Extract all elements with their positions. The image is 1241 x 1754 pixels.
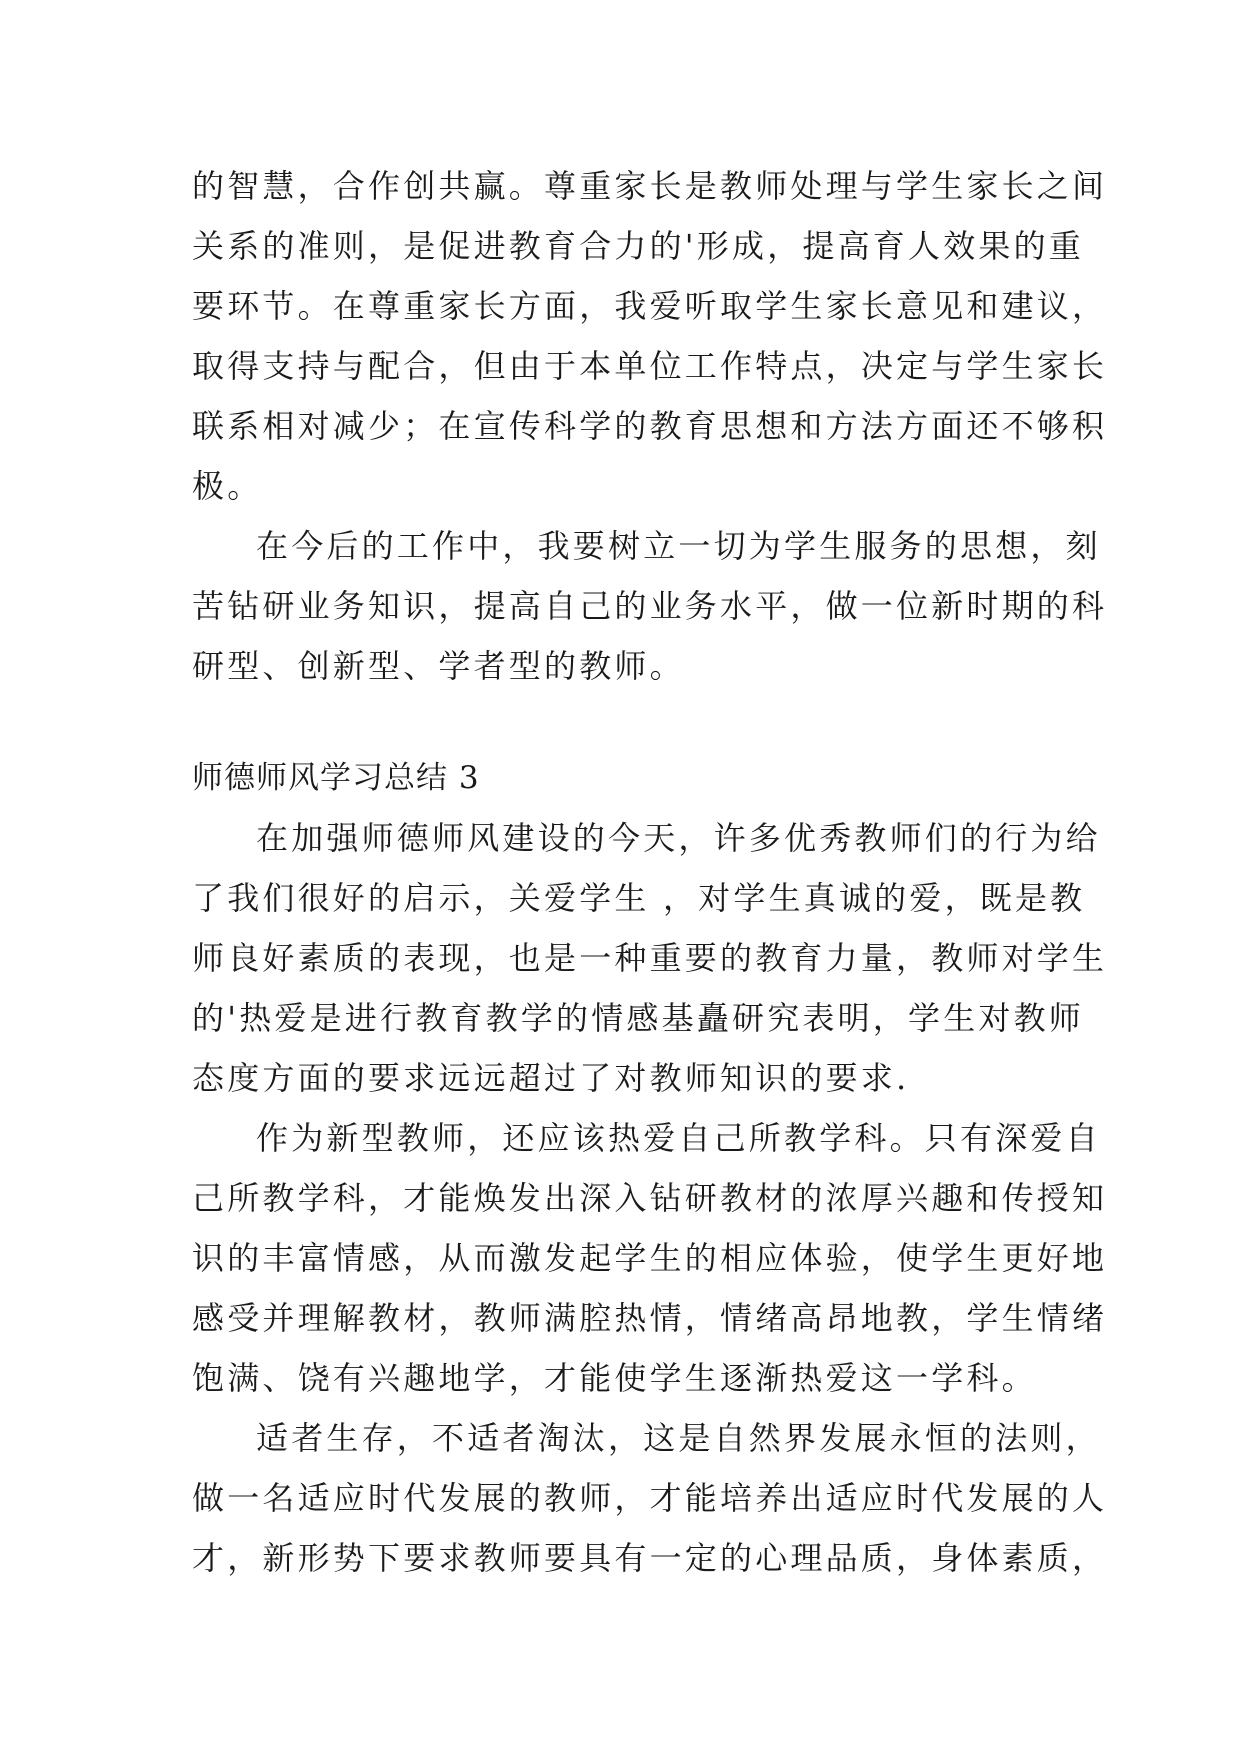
section-heading: 师德师风学习总结 3 bbox=[192, 760, 480, 796]
text-line: 才，新形势下要求教师要具有一定的心理品质，身体素质， bbox=[192, 1539, 1108, 1577]
text-line: 己所教学科，才能焕发出深入钻研教材的浓厚兴趣和传授知 bbox=[192, 1179, 1108, 1217]
section-spacer bbox=[192, 696, 1052, 748]
text-line: 要环节。在尊重家长方面，我爱听取学生家长意见和建议， bbox=[192, 287, 1108, 325]
text-line: 适者生存，不适者淘汰，这是自然界发展永恒的法则， bbox=[256, 1419, 1101, 1457]
text-line: 关系的准则，是促进教育合力的'形成，提高育人效果的重 bbox=[192, 227, 1084, 265]
text-line: 饱满、饶有兴趣地学，才能使学生逐渐热爱这一学科。 bbox=[192, 1359, 1037, 1397]
text-line: 态度方面的要求远远超过了对教师知识的要求. bbox=[192, 1059, 910, 1097]
text-line: 在加强师德师风建设的今天，许多优秀教师们的行为给 bbox=[256, 819, 1101, 857]
text-line: 苦钻研业务知识，提高自己的业务水平，做一位新时期的科 bbox=[192, 587, 1108, 625]
paragraph bbox=[192, 156, 1108, 516]
text-line: 了我们很好的启示，关爱学生 ，对学生真诚的爱，既是教 bbox=[192, 879, 1086, 917]
text-line: 的'热爱是进行教育教学的情感基矗研究表明，学生对教师 bbox=[192, 999, 1084, 1037]
paragraph bbox=[192, 1108, 1108, 1408]
text-line: 作为新型教师，还应该热爱自己所教学科。只有深爱自 bbox=[256, 1119, 1101, 1157]
text-line: 感受并理解教材，教师满腔热情，情绪高昂地教，学生情绪 bbox=[192, 1299, 1108, 1337]
text-line: 联系相对减少；在宣传科学的教育思想和方法方面还不够积 bbox=[192, 407, 1108, 445]
paragraph bbox=[192, 808, 1108, 1108]
text-line: 极。 bbox=[192, 467, 263, 505]
paragraph bbox=[192, 1408, 1108, 1588]
text-line: 研型、创新型、学者型的教师。 bbox=[192, 647, 685, 685]
text-line: 师良好素质的表现，也是一种重要的教育力量，教师对学生 bbox=[192, 939, 1108, 977]
text-line: 取得支持与配合，但由于本单位工作特点，决定与学生家长 bbox=[192, 347, 1108, 385]
text-line: 识的丰富情感，从而激发起学生的相应体验，使学生更好地 bbox=[192, 1239, 1108, 1277]
text-line: 的智慧，合作创共赢。尊重家长是教师处理与学生家长之间 bbox=[192, 167, 1108, 205]
document-page bbox=[192, 156, 1108, 1588]
text-line: 在今后的工作中，我要树立一切为学生服务的思想，刻 bbox=[256, 527, 1101, 565]
paragraph bbox=[192, 516, 1108, 696]
text-line: 做一名适应时代发展的教师，才能培养出适应时代发展的人 bbox=[192, 1479, 1108, 1517]
